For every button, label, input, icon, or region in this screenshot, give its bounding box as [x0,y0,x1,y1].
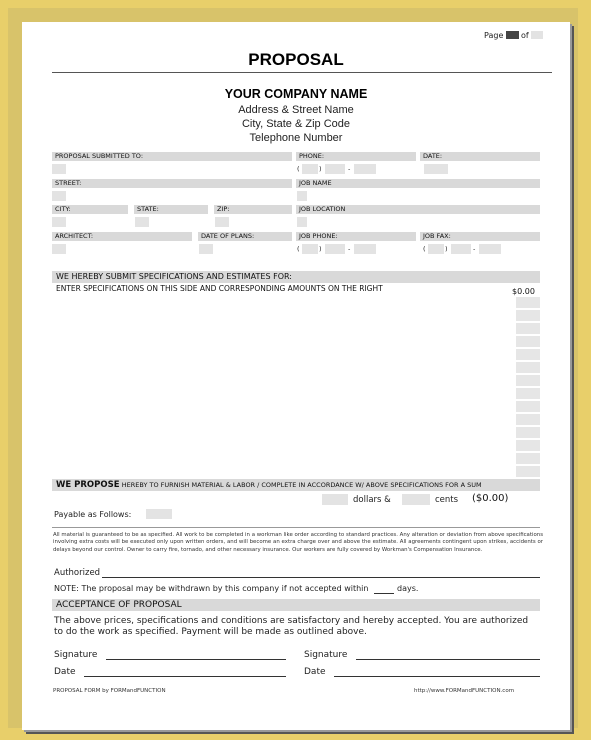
date-label-left: Date [54,667,76,677]
phone-paren-open: ( [297,165,300,173]
page-label: Page [484,31,504,40]
signature-line-left[interactable] [106,659,286,660]
job-name-label: JOB NAME [296,179,540,188]
date-field[interactable] [424,164,448,174]
date-of-plans-label: DATE OF PLANS: [198,232,292,241]
company-phone: Telephone Number [249,132,343,144]
we-propose-bar [52,479,540,491]
proposal-submitted-to-field[interactable] [52,164,66,174]
job-fax-prefix-field[interactable] [451,244,471,254]
payable-label: Payable as Follows: [54,510,132,519]
acceptance-text-line-1: The above prices, specifications and conditions are satisfactory and hereby accepted. You are authorized [54,616,529,626]
cents-label: cents [435,495,459,505]
zip-field[interactable] [215,217,229,227]
company-city: City, State & Zip Code [241,118,350,130]
proposal-submitted-to-label: PROPOSAL SUBMITTED TO: [52,152,292,161]
job-name-field[interactable] [297,191,307,201]
amount-field[interactable] [516,453,540,464]
company-name: YOUR COMPANY NAME [224,87,368,101]
job-fax-dash: - [473,245,476,253]
days-label: days. [397,584,419,593]
terms-text: All material is guaranteed to be as specified. All work to be completed in a workman like order according to standard practices. Any alteration or deviation from above specifications involving extra costs will be executed only upon written orders, and will become an extra charge over and above the estimate. All agreements contingent upon strikes, accidents or delays beyond our control. Owner to carry fire, tornado, and other necessary insurance. Our workers are fully covered by Workman's Compensation Insurance. [53,532,543,553]
job-phone-paren-close: ) [319,245,322,253]
job-phone-dash: - [348,245,351,253]
amount-field[interactable] [516,323,540,334]
cents-field[interactable] [402,494,430,505]
date-label-right: Date [304,667,326,677]
footer-right[interactable]: http://www.FORMandFUNCTION.com [414,688,515,694]
acceptance-text-line-2: to do the work as specified. Payment will be made as outlined above. [54,627,367,637]
job-phone-paren-open: ( [297,245,300,253]
job-phone-label: JOB PHONE: [296,232,416,241]
architect-field[interactable] [52,244,66,254]
specifications-text-area[interactable] [52,296,512,476]
phone-prefix-field[interactable] [325,164,345,174]
job-fax-paren-close: ) [445,245,448,253]
date-line-left[interactable] [84,676,286,677]
signature-line-right[interactable] [356,659,540,660]
dollars-label: dollars & [353,495,391,505]
amount-field[interactable] [516,427,540,438]
dollars-field[interactable] [322,494,348,505]
amount-field[interactable] [516,349,540,360]
of-label: of [521,31,529,40]
signature-label-left: Signature [54,650,98,660]
street-field[interactable] [52,191,66,201]
terms-divider [52,527,540,528]
phone-line-field[interactable] [354,164,376,174]
authorized-label: Authorized [54,568,101,578]
amount-field[interactable] [516,414,540,425]
amount-field[interactable] [516,388,540,399]
job-fax-label: JOB FAX: [420,232,540,241]
amount-field[interactable] [516,440,540,451]
job-phone-line-field[interactable] [354,244,376,254]
amount-field[interactable] [516,466,540,477]
company-address: Address & Street Name [238,104,354,116]
page-number-field[interactable] [506,31,519,39]
specifications-instruction: ENTER SPECIFICATIONS ON THIS SIDE AND CORRESPONDING AMOUNTS ON THE RIGHT [56,284,383,293]
architect-label: ARCHITECT: [52,232,192,241]
we-propose-bold: WE PROPOSE [56,480,120,490]
state-field[interactable] [135,217,149,227]
job-fax-line-field[interactable] [479,244,501,254]
acceptance-heading: ACCEPTANCE OF PROPOSAL [52,599,540,611]
page-total-field[interactable] [531,31,543,39]
phone-label: PHONE: [296,152,416,161]
date-label: DATE: [420,152,540,161]
job-fax-area-code-field[interactable] [428,244,444,254]
footer-left: PROPOSAL FORM by FORMandFUNCTION [53,688,166,694]
title-divider [52,72,552,73]
phone-dash: - [348,165,351,173]
phone-paren-close: ) [319,165,322,173]
city-label: CITY: [52,205,128,214]
specifications-total: $0.00 [512,287,535,296]
authorized-signature-line[interactable] [102,577,540,578]
phone-area-code-field[interactable] [302,164,318,174]
street-label: STREET: [52,179,292,188]
withdrawal-note: NOTE: The proposal may be withdrawn by this company if not accepted within [54,584,369,593]
signature-label-right: Signature [304,650,348,660]
job-location-label: JOB LOCATION [296,205,540,214]
job-phone-area-code-field[interactable] [302,244,318,254]
job-phone-prefix-field[interactable] [325,244,345,254]
state-label: STATE: [134,205,208,214]
amount-field[interactable] [516,375,540,386]
acceptance-days-field[interactable] [374,593,394,594]
proposal-form-page [22,22,570,730]
amount-field[interactable] [516,310,540,321]
city-field[interactable] [52,217,66,227]
page-title: PROPOSAL [248,50,344,69]
zip-label: ZIP: [214,205,292,214]
amount-field[interactable] [516,401,540,412]
date-line-right[interactable] [334,676,540,677]
job-location-field[interactable] [297,217,307,227]
amount-field[interactable] [516,336,540,347]
amount-field[interactable] [516,362,540,373]
job-fax-paren-open: ( [423,245,426,253]
amount-field[interactable] [516,297,540,308]
date-of-plans-field[interactable] [199,244,213,254]
we-propose-text: HEREBY TO FURNISH MATERIAL & LABOR / COMPLETE IN ACCORDANCE W/ ABOVE SPECIFICATIONS FOR A SUM [121,481,482,489]
specifications-heading: WE HEREBY SUBMIT SPECIFICATIONS AND ESTIMATES FOR: [52,271,540,283]
proposed-amount: ($0.00) [472,493,509,504]
payable-field[interactable] [146,509,172,519]
